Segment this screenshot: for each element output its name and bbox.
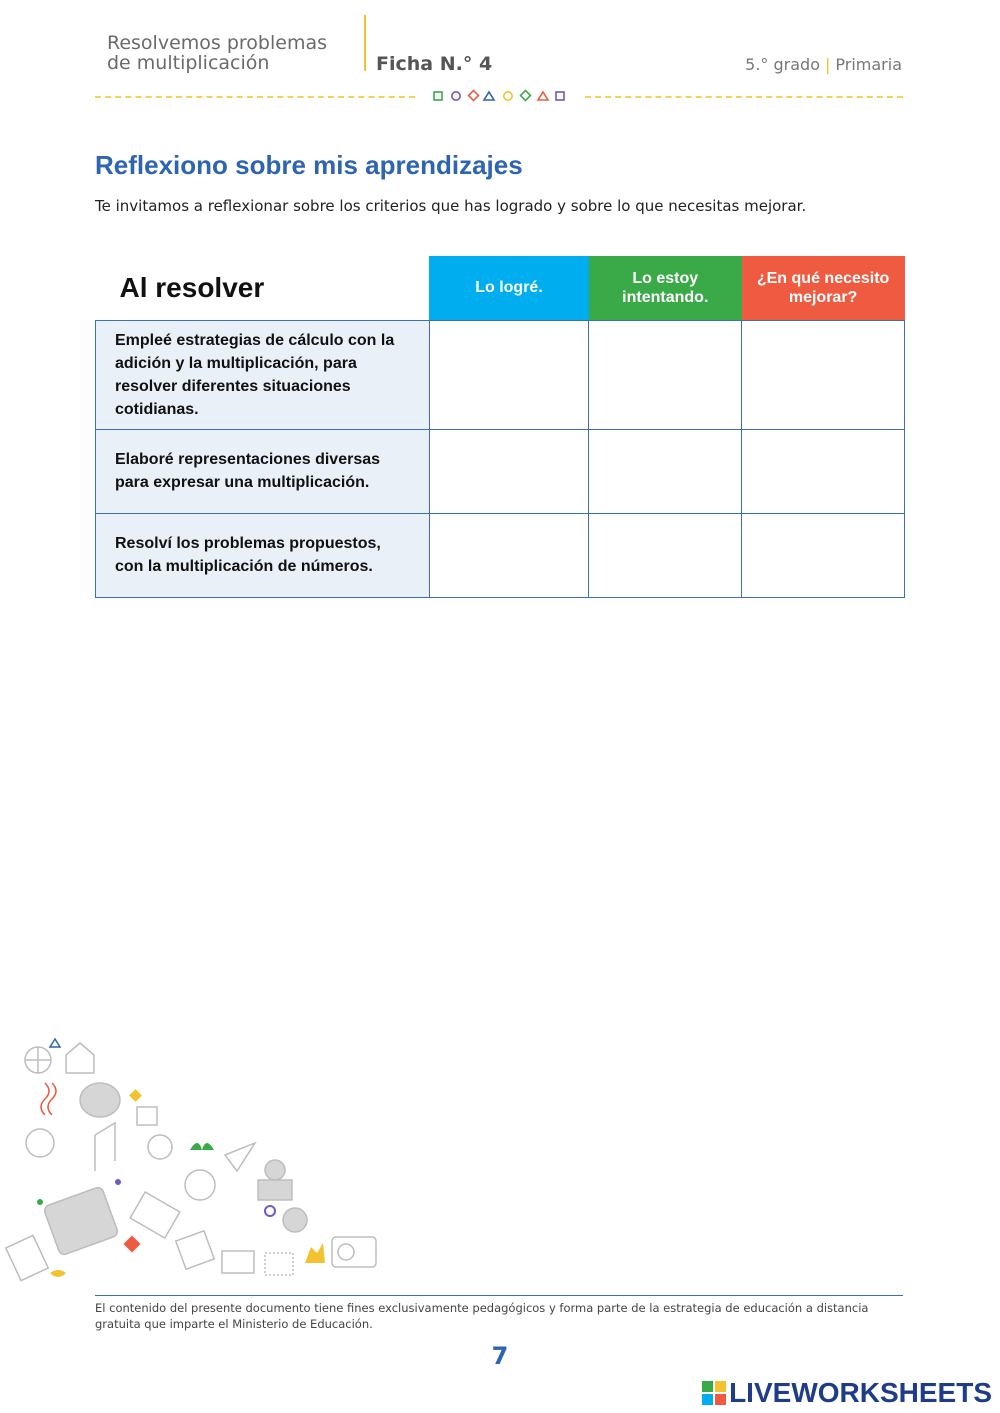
answer-cell-trying[interactable] <box>589 429 742 513</box>
section-intro: Te invitamos a reflexionar sobre los criterios que has logrado y sobre lo que necesitas mejorar. <box>95 197 807 215</box>
table-row <box>96 513 905 597</box>
brand-text: LIVEWORKSHEETS <box>729 1377 992 1408</box>
header-dash-left <box>95 96 415 98</box>
answer-cell-achieved[interactable] <box>429 513 589 597</box>
header-title <box>107 33 327 73</box>
column-header-improve-line1: ¿En qué necesito <box>756 269 890 287</box>
column-header-achieved-label: Lo logré. <box>475 279 543 297</box>
ficha-number: Ficha N.° 4 <box>376 53 493 75</box>
column-header-trying <box>589 256 742 320</box>
footer-divider <box>95 1295 903 1296</box>
column-header-achieved <box>429 256 589 320</box>
table-header-main: Al resolver <box>119 271 265 303</box>
level-label: Primaria <box>835 55 902 74</box>
section-title: Reflexiono sobre mis aprendizajes <box>95 150 523 180</box>
table-header-row <box>96 256 905 320</box>
grade-level <box>745 55 902 74</box>
header-title-line1: Resolvemos problemas <box>107 32 328 54</box>
liveworksheets-logo-icon <box>702 1381 726 1405</box>
answer-cell-trying[interactable] <box>589 320 742 429</box>
answer-cell-achieved[interactable] <box>429 429 589 513</box>
table-row <box>96 429 905 513</box>
self-assessment-table <box>95 256 905 598</box>
answer-cell-improve[interactable] <box>742 513 905 597</box>
grade-label: 5.° grado <box>745 55 820 74</box>
answer-cell-achieved[interactable] <box>429 320 589 429</box>
answer-cell-improve[interactable] <box>742 429 905 513</box>
criterion-cell: Resolví los problemas propuestos, con la multiplicación de números. <box>96 513 430 597</box>
page-number: 7 <box>491 1342 509 1370</box>
grade-separator: | <box>825 55 831 74</box>
criterion-cell: Elaboré representaciones diversas para expresar una multiplicación. <box>96 429 430 513</box>
answer-cell-improve[interactable] <box>742 320 905 429</box>
column-header-improve-line2: mejorar? <box>788 288 858 306</box>
column-header-trying-line1: Lo estoy <box>632 269 699 287</box>
liveworksheets-brand[interactable] <box>702 1377 992 1409</box>
answer-cell-trying[interactable] <box>589 513 742 597</box>
education-illustration-icon <box>0 1025 390 1295</box>
criterion-cell: Empleé estrategias de cálculo con la adición y la multiplicación, para resolver diferentes situaciones cotidianas. <box>96 320 430 429</box>
header-divider <box>364 15 366 71</box>
column-header-trying-line2: intentando. <box>622 288 709 306</box>
footer-disclaimer: El contenido del presente documento tiene fines exclusivamente pedagógicos y forma parte de la estrategia de educación a distancia gratuita que imparte el Ministerio de Educación. <box>95 1301 869 1331</box>
column-header-improve <box>742 256 905 320</box>
header-title-line2: de multiplicación <box>107 52 270 74</box>
decorative-shapes-icon <box>432 89 568 103</box>
header-dash-right <box>585 96 903 98</box>
table-row <box>96 320 905 429</box>
